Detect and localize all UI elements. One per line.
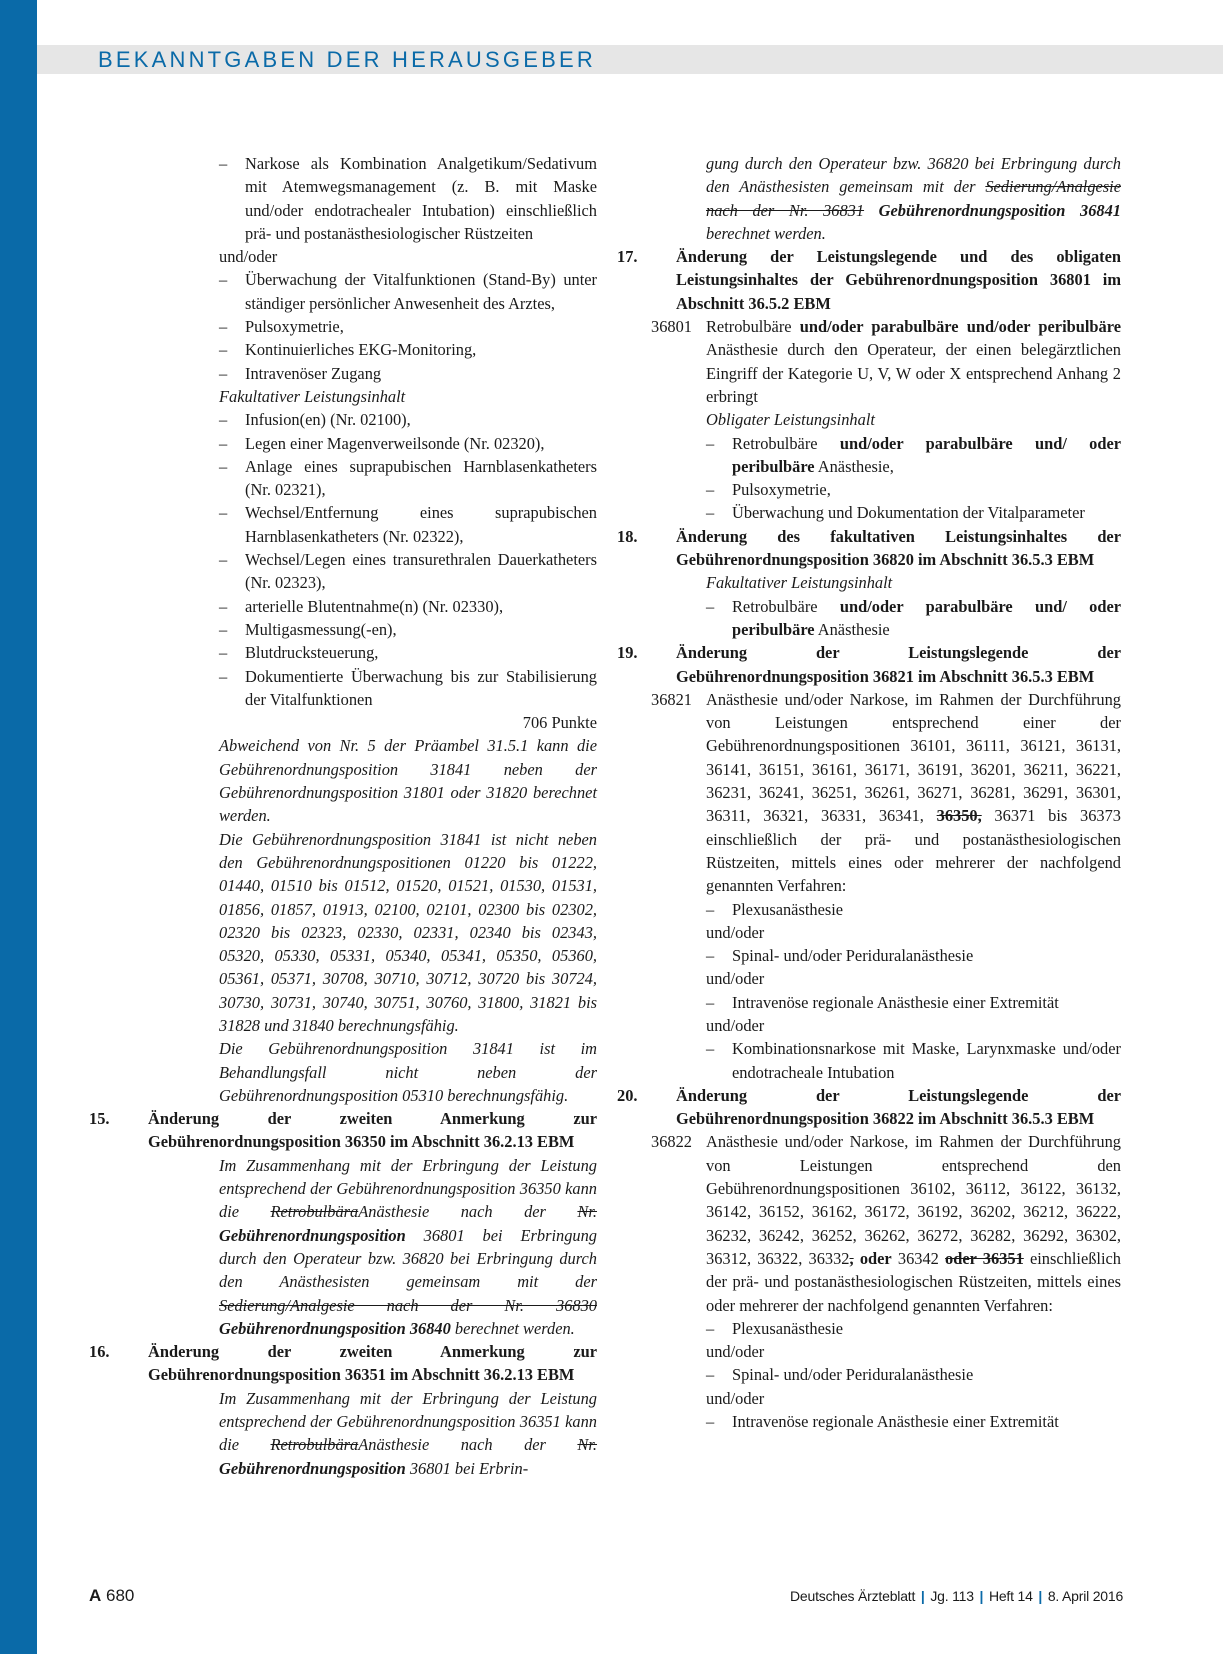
right-column — [617, 152, 1121, 1433]
list-item: – Kontinuierliches EKG-Monitoring, — [89, 338, 597, 361]
note-paragraph: Die Gebührenordnungsposition 31841 ist im Behandlungsfall nicht neben der Gebührenordnungsposition 05310 berechnungsfähig. — [219, 1039, 597, 1105]
section-15 — [89, 1107, 597, 1340]
section-number: 20. — [617, 1085, 638, 1105]
points-value: 706 Punkte — [522, 713, 597, 733]
list-item: – Blutdrucksteuerung, — [89, 641, 597, 664]
list-item: – Pulsoxymetrie, — [89, 315, 597, 338]
list-item: – Intravenöse regionale Anästhesie einer Extremität — [617, 991, 1121, 1014]
list-item: – Spinal- und/oder Periduralanästhesie — [617, 944, 1121, 967]
list-item: – Kombinationsnarkose mit Maske, Larynxmaske und/oder endotracheale Intubation — [617, 1037, 1121, 1084]
obligat-label: Obligater Leistungsinhalt — [706, 410, 875, 430]
gop-entry — [617, 1130, 1121, 1316]
section-heading: Änderung der Leistungslegende und des obligaten Leistungsinhaltes der Gebührenordnungsposition 36801 im Abschnitt 36.5.2 EBM — [676, 247, 1121, 313]
section-body: Im Zusammenhang mit der Erbringung der Leistung entsprechend der Gebührenordnungsposition 36351 kann die RetrobulbäraAnästhesie nach der Nr. Gebührenordnungsposition 36801 bei Erbrin- — [219, 1388, 598, 1478]
note-paragraph: Die Gebührenordnungsposition 31841 ist nicht neben den Gebührenordnungspositionen 01220 bis 01222, 01440, 01510 bis 01512, 01520, 01521, 01530, 01531, 01856, 01857, 01913, 02100, 02101, 02300 bis 02302, 02320 bis 02323, 02330, 02331, 02340 bis 02343, 05320, 05330, 05331, 05340, 05341, 05350, 05360, 05361, 05371, 30708, 30710, 30712, 30720 bis 30724, 30730, 30731, 30740, 30751, 30760, 31800, 31821 bis 31828 und 31840 berechnungsfähig. — [219, 829, 597, 1035]
issue-date: 8. April 2016 — [1047, 1588, 1124, 1604]
gop-code: 36801 — [651, 317, 692, 337]
und-oder-label: und/oder — [706, 922, 765, 942]
list-item: – Plexusanästhesie — [617, 898, 1121, 921]
section-20 — [617, 1084, 1121, 1433]
gop-code: 36821 — [651, 689, 692, 709]
note-paragraph: Abweichend von Nr. 5 der Präambel 31.5.1 kann die Gebührenordnungsposition 31841 neben der Gebührenordnungsposition 31801 oder 31820 berechnet werden. — [219, 736, 597, 826]
section-heading: Änderung des fakultativen Leistungsinhaltes der Gebührenordnungsposition 36820 im Abschnitt 36.5.3 EBM — [676, 526, 1121, 570]
section-19 — [617, 641, 1121, 1084]
list-item: – Spinal- und/oder Periduralanästhesie — [617, 1363, 1121, 1386]
list-item: – Wechsel/Legen eines transurethralen Dauerkatheters (Nr. 02323), — [89, 548, 597, 595]
und-oder-label: und/oder — [706, 1388, 765, 1408]
section-16-continuation: gung durch den Operateur bzw. 36820 bei Erbringung durch den Anästhesisten gemeinsam mit der Sedierung/Analgesie nach der Nr. 36831 Gebührenordnungsposition 36841 berechnet werden. — [706, 154, 1121, 243]
gop-text: Anästhesie und/oder Narkose, im Rahmen der Durchführung von Leistungen entsprechend einer der Gebührenordnungspositionen 36101, 36111, 36121, 36131, 36141, 36151, 36161, 36171, 36191, 36201, 36211, 36221, 36231, 36241, 36251, 36261, 36271, 36281, 36291, 36301, 36311, 36321, 36331, 36341, 36350, 36371 bis 36373 einschließlich der prä- und postanästhesiologischen Rüstzeiten, mittels eines oder mehrerer der nachfolgend genannten Verfahren: — [706, 689, 1121, 896]
section-number: 17. — [617, 247, 638, 267]
section-heading: Änderung der Leistungslegende der Gebührenordnungsposition 36822 im Abschnitt 36.5.3 EBM — [676, 1085, 1121, 1129]
section-number: 18. — [617, 526, 638, 546]
gop-text: Anästhesie und/oder Narkose, im Rahmen der Durchführung von Leistungen entsprechend den Gebührenordnungspositionen 36102, 36112, 36122, 36132, 36142, 36152, 36162, 36172, 36192, 36202, 36212, 36222, 36232, 36242, 36252, 36262, 36272, 36282, 36292, 36302, 36312, 36322, 36332, oder 36342 oder 36351 einschließlich der prä- und postanästhesiologischen Rüstzeiten, mittels eines oder mehrerer der nachfolgend genannten Verfahren: — [706, 1132, 1121, 1315]
list-item: – Wechsel/Entfernung eines suprapubischen Harnblasenkatheters (Nr. 02322), — [89, 501, 597, 548]
und-oder-label: und/oder — [706, 969, 765, 989]
list-item: – Dokumentierte Überwachung bis zur Stabilisierung der Vitalfunktionen — [89, 665, 597, 712]
section-18 — [617, 525, 1121, 641]
section-header-title: BEKANNTGABEN DER HERAUSGEBER — [98, 47, 596, 72]
section-number: 19. — [617, 643, 638, 663]
left-column — [89, 152, 597, 1480]
fakultativ-label: Fakultativer Leistungsinhalt — [706, 573, 893, 593]
list-item: – Retrobulbäre und/oder parabulbäre und/ oder peribulbäre Anästhesie, — [617, 432, 1121, 479]
issue: Heft 14 — [988, 1588, 1033, 1604]
section-heading: Änderung der Leistungslegende der Gebührenordnungsposition 36821 im Abschnitt 36.5.3 EBM — [676, 643, 1121, 686]
list-item: – Legen einer Magenverweilsonde (Nr. 02320), — [89, 432, 597, 455]
gop-entry — [617, 688, 1121, 898]
list-item: – Narkose als Kombination Analgetikum/Sedativum mit Atemwegsmanagement (z. B. mit Maske und/oder endotrachealer Intubation) einschließlich prä- und postanästhesiologischer Rüstzeiten — [89, 152, 597, 245]
und-oder-label: und/oder — [706, 1015, 765, 1035]
section-17 — [617, 245, 1121, 525]
list-item: – Infusion(en) (Nr. 02100), — [89, 408, 597, 431]
gop-code: 36822 — [651, 1132, 692, 1152]
gop-entry — [617, 315, 1121, 408]
footer-citation: Deutsches Ärzteblatt | Jg. 113 | Heft 14 | 8. April 2016 — [790, 1588, 1124, 1604]
list-item: – Überwachung der Vitalfunktionen (Stand-By) unter ständiger persönlicher Anwesenheit des Arztes, — [89, 268, 597, 315]
list-item: – Anlage eines suprapubischen Harnblasenkatheters (Nr. 02321), — [89, 455, 597, 502]
section-heading: Änderung der zweiten Anmerkung zur Gebührenordnungsposition 36351 im Abschnitt 36.2.13 EBM — [148, 1342, 597, 1385]
und-oder-label: und/oder — [706, 1342, 765, 1362]
und-oder-label: und/oder — [219, 247, 278, 267]
journal-name: Deutsches Ärzteblatt — [790, 1588, 916, 1604]
list-item: – Multigasmessung(-en), — [89, 618, 597, 641]
section-16 — [89, 1340, 597, 1480]
list-item: – Intravenöser Zugang — [89, 362, 597, 385]
section-number: 16. — [89, 1342, 110, 1362]
gop-text: Retrobulbäre und/oder parabulbäre und/oder peribulbäre Anästhesie durch den Operateur, der einen belegärztlichen Eingriff der Kategorie U, V, W oder X entsprechend Anhang 2 erbringt — [706, 317, 1121, 406]
fakultativ-label: Fakultativer Leistungsinhalt — [219, 386, 406, 406]
section-number: 15. — [89, 1109, 110, 1129]
section-body: Im Zusammenhang mit der Erbringung der Leistung entsprechend der Gebührenordnungsposition 36350 kann die RetrobulbäraAnästhesie nach der Nr. Gebührenordnungsposition 36801 bei Erbringung durch den Operateur bzw. 36820 bei Erbringung durch den Anästhesisten gemeinsam mit der Sedierung/Analgesie nach der Nr. 36830 Gebührenordnungsposition 36840 berechnet werden. — [219, 1155, 598, 1338]
section-heading: Änderung der zweiten Anmerkung zur Gebührenordnungsposition 36350 im Abschnitt 36.2.13 EBM — [148, 1109, 597, 1152]
volume: Jg. 113 — [930, 1588, 974, 1604]
list-item: – Retrobulbäre und/oder parabulbäre und/ oder peribulbäre Anästhesie — [617, 595, 1121, 642]
page-number: A 680 — [89, 1586, 135, 1605]
list-item: – Pulsoxymetrie, — [617, 478, 1121, 501]
list-item: – arterielle Blutentnahme(n) (Nr. 02330), — [89, 595, 597, 618]
list-item: – Intravenöse regionale Anästhesie einer Extremität — [617, 1410, 1121, 1433]
list-item: – Überwachung und Dokumentation der Vitalparameter — [617, 501, 1121, 524]
sidebar-stripe — [0, 0, 37, 1654]
list-item: – Plexusanästhesie — [617, 1317, 1121, 1340]
